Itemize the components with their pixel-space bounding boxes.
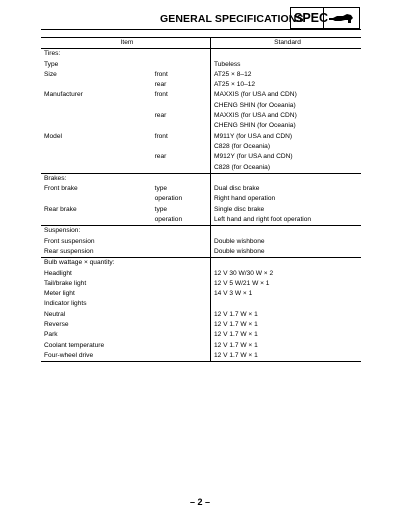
table-row bbox=[41, 152, 361, 162]
row-value: Right hand operation bbox=[210, 194, 361, 204]
table-row bbox=[41, 279, 361, 289]
spec-table bbox=[41, 37, 361, 362]
row-label: Coolant temperature bbox=[44, 341, 105, 349]
row-sublabel: rear bbox=[154, 112, 167, 120]
row-value: Double wishbone bbox=[210, 237, 361, 247]
row-label: Reverse bbox=[44, 321, 69, 329]
row-sublabel: front bbox=[154, 70, 168, 78]
table-row bbox=[41, 111, 361, 121]
row-value: 12 V 5 W/21 W × 1 bbox=[210, 279, 361, 289]
row-value: 14 V 3 W × 1 bbox=[210, 289, 361, 299]
row-label: Model bbox=[44, 132, 62, 140]
row-sublabel: front bbox=[154, 132, 168, 140]
table-row bbox=[41, 173, 361, 184]
row-value: CHENG SHIN (for Oceania) bbox=[210, 101, 361, 111]
table-row bbox=[41, 237, 361, 247]
row-label: Neutral bbox=[44, 310, 66, 318]
row-sublabel: type bbox=[154, 185, 168, 193]
table-row bbox=[41, 289, 361, 299]
table-row bbox=[41, 80, 361, 90]
table-row bbox=[41, 330, 361, 340]
row-value: AT25 × 8–12 bbox=[210, 70, 361, 80]
table-row bbox=[41, 49, 361, 60]
section-badge-label: SPEC bbox=[291, 8, 324, 28]
row-value: Tubeless bbox=[210, 60, 361, 70]
motorcycle-icon bbox=[324, 8, 359, 28]
row-label: Front suspension bbox=[44, 237, 95, 245]
row-value: M911Y (for USA and CDN) bbox=[210, 132, 361, 142]
table-row bbox=[41, 60, 361, 70]
row-sublabel: operation bbox=[154, 195, 183, 203]
row-value: MAXXIS (for USA and CDN) bbox=[210, 90, 361, 100]
group-heading-tires: Tires: bbox=[44, 50, 61, 58]
row-value: 12 V 1.7 W × 1 bbox=[210, 320, 361, 330]
table-row bbox=[41, 70, 361, 80]
table-row bbox=[41, 299, 361, 309]
row-label: Headlight bbox=[44, 269, 72, 277]
row-label: Park bbox=[44, 331, 58, 339]
table-row bbox=[41, 320, 361, 330]
row-label: Tail/brake light bbox=[44, 279, 87, 287]
section-badge bbox=[290, 7, 360, 29]
row-value: Double wishbone bbox=[210, 247, 361, 258]
header-rule bbox=[41, 29, 361, 30]
page-title: GENERAL SPECIFICATIONS bbox=[160, 13, 304, 25]
table-row bbox=[41, 194, 361, 204]
table-row bbox=[41, 90, 361, 100]
row-value: 12 V 1.7 W × 1 bbox=[210, 330, 361, 340]
row-sublabel: operation bbox=[154, 216, 183, 224]
row-label: Rear brake bbox=[44, 205, 77, 213]
row-value: Dual disc brake bbox=[210, 184, 361, 194]
row-label: Front brake bbox=[44, 185, 78, 193]
row-value: MAXXIS (for USA and CDN) bbox=[210, 111, 361, 121]
row-label: Meter light bbox=[44, 290, 75, 298]
group-heading-bulb: Bulb wattage × quantity: bbox=[41, 258, 210, 269]
row-value: Single disc brake bbox=[210, 205, 361, 215]
table-row bbox=[41, 247, 361, 258]
row-value: CHENG SHIN (for Oceania) bbox=[210, 121, 361, 131]
row-value: 12 V 1.7 W × 1 bbox=[210, 310, 361, 320]
table-header-row bbox=[41, 38, 361, 49]
row-label: Indicator lights bbox=[44, 300, 87, 308]
row-label: Type bbox=[44, 60, 59, 68]
table-row bbox=[41, 226, 361, 237]
group-heading-suspension: Suspension: bbox=[41, 226, 152, 237]
col-header-standard: Standard bbox=[210, 38, 361, 49]
row-value: M912Y (for USA and CDN) bbox=[210, 152, 361, 162]
row-label: Four-wheel drive bbox=[41, 351, 210, 362]
table-row bbox=[41, 341, 361, 351]
row-label: Size bbox=[44, 70, 57, 78]
row-value: C828 (for Oceania) bbox=[210, 163, 361, 174]
row-sublabel: rear bbox=[154, 153, 167, 161]
table-row bbox=[41, 205, 361, 215]
table-row bbox=[41, 184, 361, 194]
row-value: 12 V 30 W/30 W × 2 bbox=[210, 269, 361, 279]
table-row bbox=[41, 132, 361, 142]
table-row bbox=[41, 215, 361, 226]
row-label: Rear suspension bbox=[44, 247, 94, 255]
table-row bbox=[41, 101, 361, 111]
row-sublabel: front bbox=[154, 91, 168, 99]
row-sublabel: rear bbox=[154, 81, 167, 89]
table-row bbox=[41, 121, 361, 131]
table-row bbox=[41, 310, 361, 320]
row-value: C828 (for Oceania) bbox=[210, 142, 361, 152]
group-heading-brakes: Brakes: bbox=[41, 173, 152, 184]
table-row bbox=[41, 163, 361, 174]
col-header-item: Item bbox=[41, 38, 210, 49]
row-value: Left hand and right foot operation bbox=[210, 215, 361, 226]
table-row bbox=[41, 269, 361, 279]
table-row bbox=[41, 258, 361, 269]
row-value: 12 V 1.7 W × 1 bbox=[210, 351, 361, 362]
page-number: – 2 – bbox=[189, 497, 211, 507]
row-value: AT25 × 10–12 bbox=[210, 80, 361, 90]
row-label: Manufacturer bbox=[44, 91, 83, 99]
table-row bbox=[41, 142, 361, 152]
table-row bbox=[41, 351, 361, 362]
row-sublabel: type bbox=[154, 205, 168, 213]
row-value: 12 V 1.7 W × 1 bbox=[210, 341, 361, 351]
